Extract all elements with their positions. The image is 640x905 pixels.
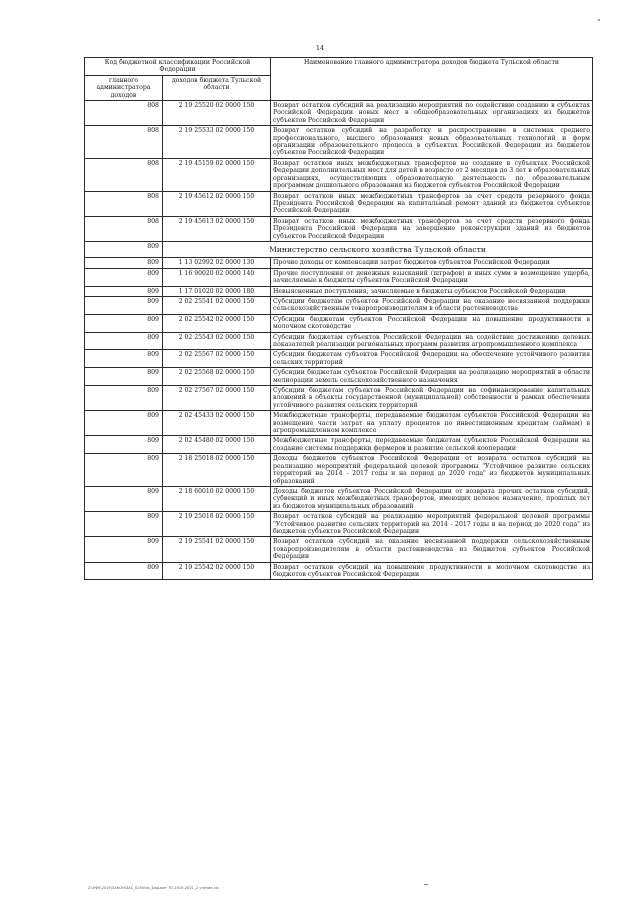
admin-code-cell: 808 (85, 191, 163, 216)
income-code-cell: 2 02 25542 02 0000 150 (163, 314, 271, 332)
table-row (85, 350, 593, 368)
income-name-cell: Прочие доходы от компенсации затрат бюджетов субъектов Российской Федерации (271, 258, 593, 268)
income-code-cell: 2 02 45480 02 0000 150 (163, 436, 271, 454)
table-row (85, 126, 593, 159)
income-code-cell: 2 02 45433 02 0000 150 (163, 411, 271, 436)
admin-code-cell: 808 (85, 216, 163, 241)
admin-code-cell: 809 (85, 268, 163, 286)
admin-code-cell: 809 (85, 537, 163, 562)
income-name-cell: Возврат остатков иных межбюджетных трансфертов на создание в субъектах Российской Федерации дополнительных мест для детей в возрасте от 2 месяцев до 3 лет в образовательных организациях, осуществляющих образовательную деятельность по образовательным программам дошкольного образования из бюджетов субъектов Российской Федерации (271, 158, 593, 191)
income-code-cell: 2 19 25541 02 0000 150 (163, 537, 271, 562)
income-name-cell: Доходы бюджетов субъектов Российской Федерации от возврата остатков субсидий на реализацию мероприятий федеральной целевой программы "Устойчивое развитие сельских территорий на 2014 - 2017 годы и на период до 2020 года" из бюджетов муниципальных образований (271, 454, 593, 487)
income-name-cell: Доходы бюджетов субъектов Российской Федерации от возврата прочих остатков субсидий, субвенций и иных межбюджетных трансфертов, имеющих целевое назначение, прошлых лет из бюджетов муниципальных образований (271, 486, 593, 511)
income-name-cell: Возврат остатков субсидий на реализацию мероприятий федеральной целевой программы "Устойчивое развитие сельских территорий на 2014 - 2017 годы и на период до 2020 года" из бюджетов субъектов Российской Федерации (271, 512, 593, 537)
income-code-cell: 1 13 02992 02 0000 130 (163, 258, 271, 268)
table-row (85, 268, 593, 286)
income-code-cell: 2 19 45159 02 0000 150 (163, 158, 271, 191)
table-row (85, 332, 593, 350)
admin-code-cell: 809 (85, 411, 163, 436)
income-name-cell: Межбюджетные трансферты, передаваемые бюджетам субъектов Российской Федерации на возмещение части затрат на уплату процентов по инвестиционным кредитам (займам) в агропромышленном комплексе (271, 411, 593, 436)
table-row (85, 386, 593, 411)
admin-code-cell: 809 (85, 332, 163, 350)
income-code-cell: 2 18 60010 02 0000 150 (163, 486, 271, 511)
income-code-cell: 2 02 25543 02 0000 150 (163, 332, 271, 350)
income-name-cell: Субсидии бюджетам субъектов Российской Федерации на обеспечение устойчивого развития сельских территорий (271, 350, 593, 368)
table-row (85, 258, 593, 268)
income-code-cell: 2 19 45613 02 0000 150 (163, 216, 271, 241)
income-name-cell: Возврат остатков субсидий на реализацию мероприятий по содействию созданию в субъектах Российской Федерации новых мест в общеобразовательных организациях из бюджетов субъектов Российской Федерации (271, 101, 593, 126)
income-code-cell: 2 19 25533 02 0000 150 (163, 126, 271, 159)
table-row (85, 512, 593, 537)
income-code-cell: 1 17 01020 02 0000 180 (163, 286, 271, 296)
admin-code-cell: 809 (85, 386, 163, 411)
file-path-footer: Z:\УФУ\2019\ЗАКОН\ЗАС_0250\ex_Бюджет ТО 2019-2021_2 чтение.xls (88, 886, 219, 890)
ministry-name: Министерство сельского хозяйства Тульской области (163, 241, 593, 257)
table-row (85, 486, 593, 511)
income-name-cell: Возврат остатков субсидий на повышение продуктивности в молочном скотоводстве из бюджетов субъектов Российской Федерации (271, 562, 593, 580)
table-row (85, 436, 593, 454)
table-row (85, 191, 593, 216)
admin-code-cell: 809 (85, 368, 163, 386)
table-row (85, 368, 593, 386)
table-row (85, 158, 593, 191)
income-code-cell: 2 18 25018 02 0000 150 (163, 454, 271, 487)
table-row (85, 216, 593, 241)
table-row (85, 314, 593, 332)
table-row (85, 296, 593, 314)
income-name-cell: Возврат остатков субсидий на разработку и распространение в системах среднего профессионального, высшего образования новых образовательных технологий и форм организации образовательного процесса в субъектах Российской Федерации из бюджетов субъектов Российской Федерации (271, 126, 593, 159)
admin-code-cell: 809 (85, 314, 163, 332)
admin-code-cell: 809 (85, 562, 163, 580)
scan-speck (424, 884, 428, 885)
admin-code-cell: 809 (85, 286, 163, 296)
admin-code-cell: 809 (85, 454, 163, 487)
header-admin: главного администратора доходов (85, 75, 163, 100)
admin-code-cell: 809 (85, 512, 163, 537)
header-row-1 (85, 58, 593, 76)
admin-code-cell: 809 (85, 436, 163, 454)
income-code-cell: 2 19 25520 02 0000 150 (163, 101, 271, 126)
page-number: 14 (315, 44, 325, 52)
header-code-group: Код бюджетной классификации Российской Федерации (85, 58, 271, 76)
ministry-row (85, 241, 593, 257)
income-name-cell: Субсидии бюджетам субъектов Российской Федерации на оказание несвязанной поддержки сельскохозяйственным товаропроизводителям в области растениеводства (271, 296, 593, 314)
income-name-cell: Субсидии бюджетам субъектов Российской Федерации на содействие достижению целевых показателей реализации региональных программ развития агропромышленного комплекса (271, 332, 593, 350)
header-name: Наименование главного администратора доходов бюджета Тульской области (271, 58, 593, 101)
income-code-cell: 2 02 25568 02 0000 150 (163, 368, 271, 386)
table-row (85, 286, 593, 296)
admin-code-cell: 808 (85, 126, 163, 159)
admin-code-cell: 809 (85, 296, 163, 314)
table-row (85, 537, 593, 562)
income-code-cell: 2 19 25542 02 0000 150 (163, 562, 271, 580)
table-row (85, 411, 593, 436)
scan-speck (598, 19, 600, 21)
table-row (85, 562, 593, 580)
income-code-cell: 2 02 27567 02 0000 150 (163, 386, 271, 411)
income-code-cell: 2 19 45612 02 0000 150 (163, 191, 271, 216)
header-income: доходов бюджета Тульской области (163, 75, 271, 100)
income-name-cell: Прочие поступления от денежных взысканий (штрафов) и иных сумм в возмещение ущерба, зачисляемые в бюджеты субъектов Российской Федерации (271, 268, 593, 286)
income-name-cell: Субсидии бюджетам субъектов Российской Федерации на повышение продуктивности в молочном скотоводстве (271, 314, 593, 332)
income-name-cell: Возврат остатков иных межбюджетных трансфертов за счет средств резервного фонда Президента Российской Федерации на завершение реконструкции зданий из бюджетов субъектов Российской Федерации (271, 216, 593, 241)
admin-code-cell: 809 (85, 258, 163, 268)
income-name-cell: Субсидии бюджетам субъектов Российской Федерации на софинансирование капитальных вложений в объекты государственной (муниципальной) собственности в рамках обеспечения устойчивого развития сельских территорий (271, 386, 593, 411)
table-row (85, 101, 593, 126)
admin-code-cell: 808 (85, 158, 163, 191)
income-code-cell: 2 02 25541 02 0000 150 (163, 296, 271, 314)
income-name-cell: Невыясненные поступления, зачисляемые в бюджеты субъектов Российской Федерации (271, 286, 593, 296)
ministry-admin-code: 809 (85, 241, 163, 257)
revenue-classification-table (84, 57, 593, 580)
income-code-cell: 2 02 25567 02 0000 150 (163, 350, 271, 368)
income-name-cell: Возврат остатков иных межбюджетных трансфертов за счет средств резервного фонда Президента Российской Федерации на капитальный ремонт зданий из бюджетов субъектов Российской Федерации (271, 191, 593, 216)
income-name-cell: Субсидии бюджетам субъектов Российской Федерации на реализацию мероприятий в области мелиорации земель сельскохозяйственного назначения (271, 368, 593, 386)
admin-code-cell: 809 (85, 350, 163, 368)
income-code-cell: 2 19 25018 02 0000 150 (163, 512, 271, 537)
income-name-cell: Возврат остатков субсидий на оказание несвязанной поддержки сельскохозяйственным товаропроизводителям в области растениеводства из бюджетов субъектов Российской Федерации (271, 537, 593, 562)
table-row (85, 454, 593, 487)
admin-code-cell: 808 (85, 101, 163, 126)
income-name-cell: Межбюджетные трансферты, передаваемые бюджетам субъектов Российской Федерации на создание системы поддержки фермеров и развитие сельской кооперации (271, 436, 593, 454)
admin-code-cell: 809 (85, 486, 163, 511)
income-code-cell: 1 16 90020 02 0000 140 (163, 268, 271, 286)
